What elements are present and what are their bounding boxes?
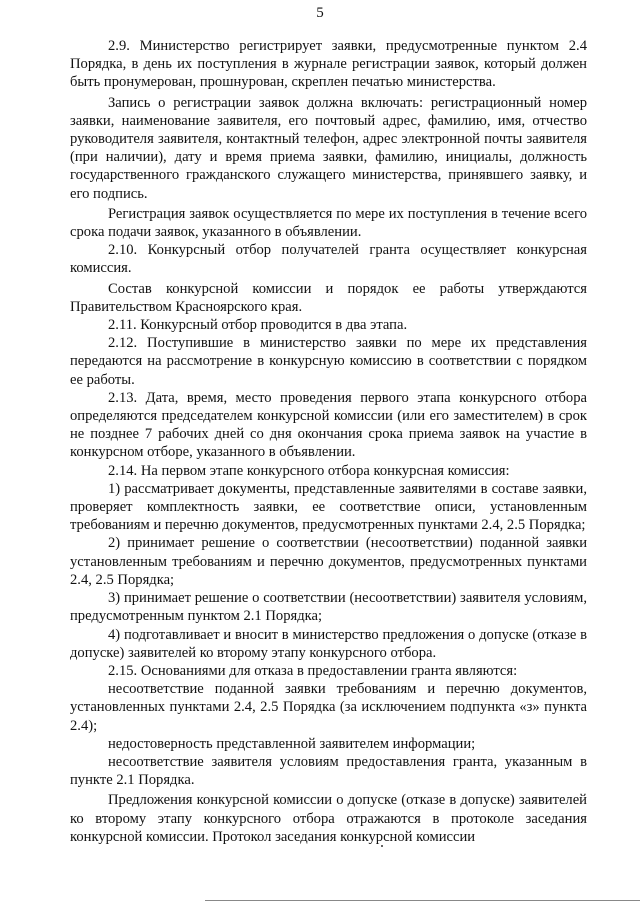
paragraph-commission-proposals: Предложения конкурсной комиссии о допуске (отказе в допуске) заявителей ко второму этапу конкурсного отбора отражаются в протоколе заседания конкурсной комиссии. Протокол заседания конкурсной комиссии: [70, 792, 587, 845]
list-item-4: 4) подготавливает и вносит в министерство предложения о допуске (отказе в допуске) заявителей ко второму этапу конкурсного отбора.: [70, 626, 587, 661]
paragraph-commission-composition: Состав конкурсной комиссии и порядок ее работы утверждаются Правительством Красноярского края.: [70, 280, 587, 315]
refusal-ground-1: несоответствие поданной заявки требованиям и перечню документов, установленных пунктами 2.4, 2.5 Порядка (за исключением подпункта «з» пункта 2.4);: [70, 681, 587, 734]
scan-mark: [381, 845, 383, 847]
paragraph-2-15: 2.15. Основаниями для отказа в предоставлении гранта являются:: [108, 662, 518, 679]
paragraph-2-11: 2.11. Конкурсный отбор проводится в два этапа.: [108, 317, 408, 334]
paragraph-registration-record: Запись о регистрации заявок должна включать: регистрационный номер заявки, наименование заявителя, его почтовый адрес, фамилию, имя, отчество руководителя заявителя, контактный телефон, адрес электронной почты заявителя (при наличии), дату и время приема заявки, фамилию, инициалы, должность государственного гражданского служащего министерства, принявшего заявку, и его подпись.: [70, 94, 587, 202]
paragraph-2-9: 2.9. Министерство регистрирует заявки, предусмотренные пунктом 2.4 Порядка, в день их поступления в журнале регистрации заявок, который должен быть пронумерован, прошнурован, скреплен печатью министерства.: [70, 38, 587, 91]
page-bottom-rule: [205, 900, 640, 901]
document-body: [70, 37, 587, 846]
page-number: 5: [316, 5, 324, 21]
paragraph-2-12: 2.12. Поступившие в министерство заявки по мере их представления передаются на рассмотрение в конкурсную комиссию в соответствии с порядком ее работы.: [70, 335, 587, 388]
paragraph-2-13: 2.13. Дата, время, место проведения первого этапа конкурсного отбора определяются председателем конкурсной комиссии (или его заместителем) в срок не позднее 7 рабочих дней со дня окончания срока приема заявок на участие в конкурсном отборе, указанного в объявлении.: [70, 389, 587, 461]
list-item-1: 1) рассматривает документы, представленные заявителями в составе заявки, проверяет комплектность заявки, ее соответствие описи, установленным требованиям и перечню документов, предусмотренных пунктами 2.4, 2.5 Порядка;: [70, 480, 587, 534]
list-item-2: 2) принимает решение о соответствии (несоответствии) поданной заявки установленным требованиям и перечню документов, предусмотренных пунктами 2.4, 2.5 Порядка;: [70, 535, 587, 588]
refusal-ground-3: несоответствие заявителя условиям предоставления гранта, указанным в пункте 2.1 Порядка.: [70, 753, 587, 789]
paragraph-2-14: 2.14. На первом этапе конкурсного отбора конкурсная комиссия:: [108, 462, 510, 479]
refusal-ground-2: недостоверность представленной заявителем информации;: [108, 735, 476, 752]
list-item-3: 3) принимает решение о соответствии (несоответствии) заявителя условиям, предусмотренным пунктом 2.1 Порядка;: [70, 590, 587, 625]
paragraph-registration-order: Регистрация заявок осуществляется по мере их поступления в течение всего срока подачи заявок, указанного в объявлении.: [70, 205, 587, 241]
paragraph-2-10: 2.10. Конкурсный отбор получателей гранта осуществляет конкурсная комиссия.: [70, 242, 587, 277]
